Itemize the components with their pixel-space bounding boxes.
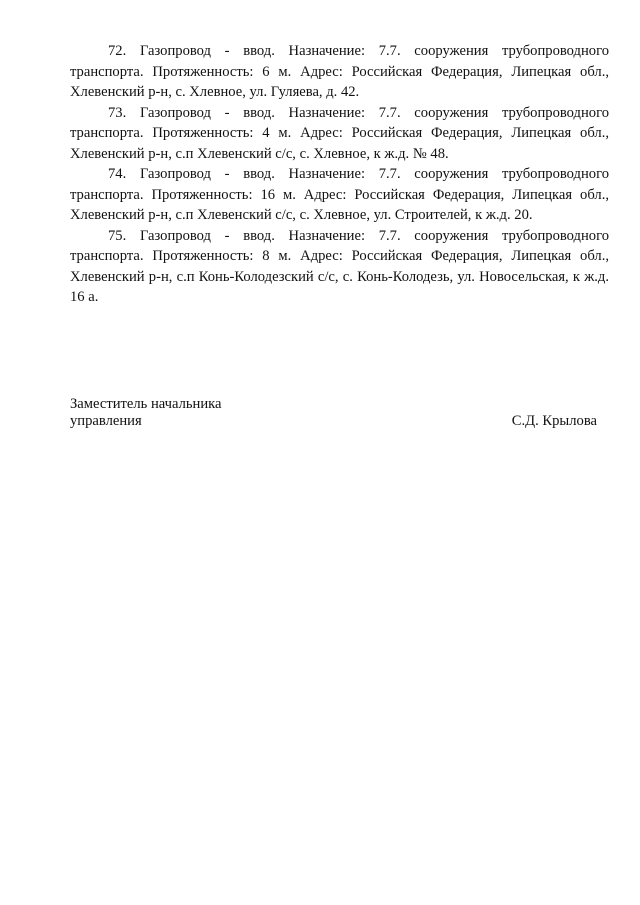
signature-line-1 bbox=[70, 396, 597, 413]
signatory-position-line-1: Заместитель начальника bbox=[70, 396, 222, 412]
signature-line-2 bbox=[70, 413, 597, 430]
list-item-74: 74. Газопровод - ввод. Назначение: 7.7. сооружения трубопроводного транспорта. Протяженность: 16 м. Адрес: Российская Федерация, Липецкая обл., Хлевенский р-н, с.п Хлевенский с/с, с. Хлевное, ул. Строителей, к ж.д. 20. bbox=[70, 166, 609, 223]
signatory-position-line-2: управления bbox=[70, 412, 142, 429]
list-item-75: 75. Газопровод - ввод. Назначение: 7.7. сооружения трубопроводного транспорта. Протяженность: 8 м. Адрес: Российская Федерация, Липецкая обл., Хлевенский р-н, с.п Конь-Колодезский с/с, с. Конь-Колодезь, ул. Новосельская, к ж.д. 16 а. bbox=[70, 227, 609, 305]
list-item-72: 72. Газопровод - ввод. Назначение: 7.7. сооружения трубопроводного транспорта. Протяженность: 6 м. Адрес: Российская Федерация, Липецкая обл., Хлевенский р-н, с. Хлевное, ул. Гуляева, д. 42. bbox=[70, 43, 609, 100]
document-body bbox=[70, 41, 609, 308]
list-item-73: 73. Газопровод - ввод. Назначение: 7.7. сооружения трубопроводного транспорта. Протяженность: 4 м. Адрес: Российская Федерация, Липецкая обл., Хлевенский р-н, с.п Хлевенский с/с, с. Хлевное, к ж.д. № 48. bbox=[70, 104, 609, 162]
signature-block bbox=[70, 396, 597, 429]
signatory-name: С.Д. Крылова bbox=[511, 412, 597, 429]
